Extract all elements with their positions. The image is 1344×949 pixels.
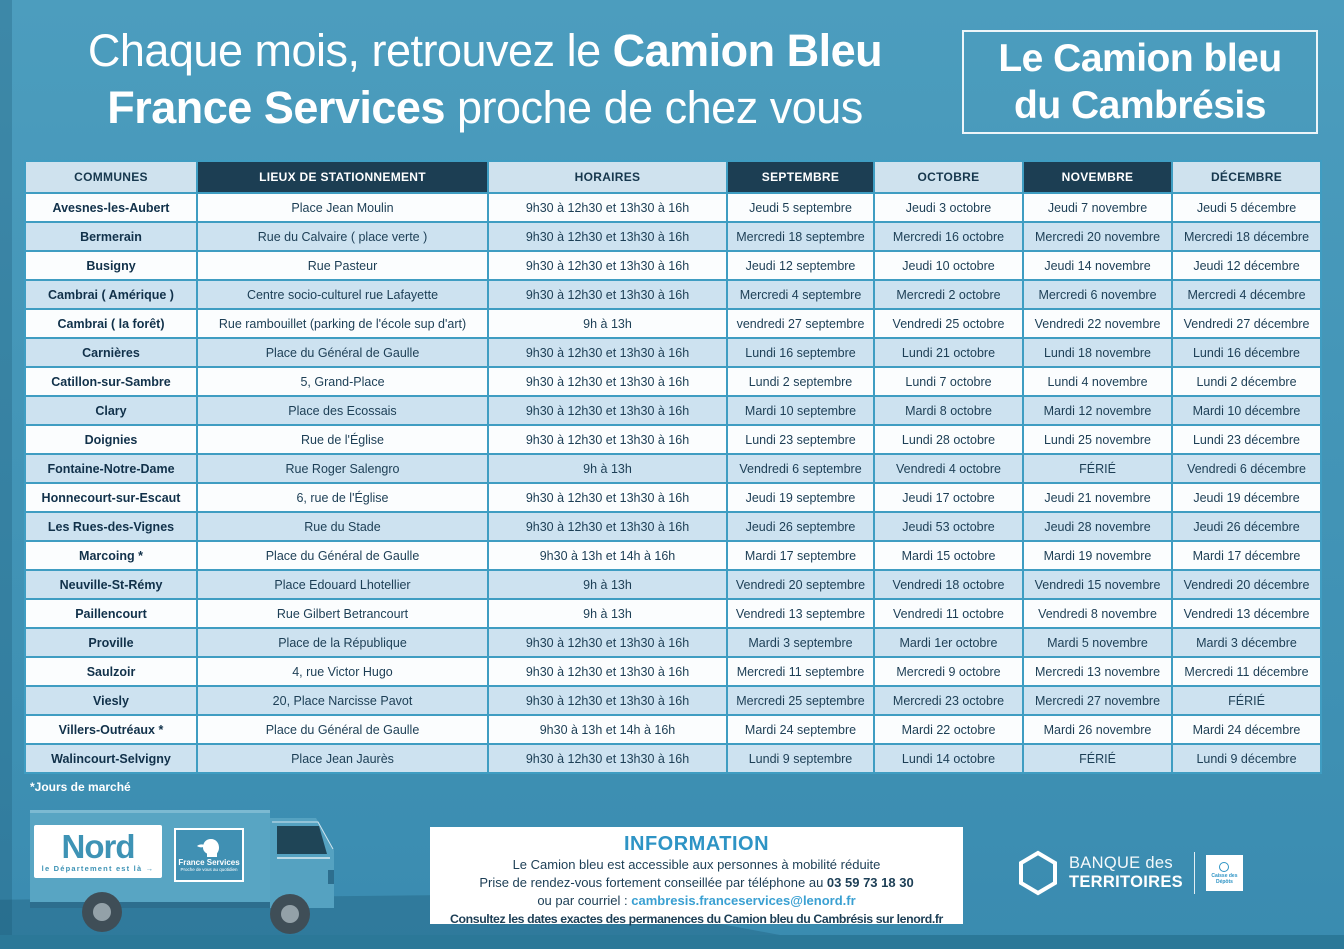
nord-logo-word: Nord xyxy=(61,827,135,865)
date-cell: Vendredi 13 décembre xyxy=(1172,599,1321,628)
table-row xyxy=(25,628,1321,657)
hours-cell: 9h à 13h xyxy=(488,599,727,628)
date-cell: Mardi 19 novembre xyxy=(1023,541,1172,570)
column-header: COMMUNES xyxy=(25,161,197,193)
date-cell: Jeudi 28 novembre xyxy=(1023,512,1172,541)
location-cell: Rue Roger Salengro xyxy=(197,454,488,483)
date-cell: vendredi 27 septembre xyxy=(727,309,874,338)
marianne-icon xyxy=(196,838,222,858)
info-accessibility-line: Le Camion bleu est accessible aux personnes à mobilité réduite xyxy=(512,857,881,872)
date-cell: Mercredi 27 novembre xyxy=(1023,686,1172,715)
badge-line1: Le Camion bleu xyxy=(998,37,1282,80)
location-cell: 6, rue de l'Église xyxy=(197,483,488,512)
table-row xyxy=(25,715,1321,744)
date-cell: Jeudi 53 octobre xyxy=(874,512,1023,541)
commune-cell: Proville xyxy=(25,628,197,657)
hours-cell: 9h30 à 13h et 14h à 16h xyxy=(488,715,727,744)
column-header: OCTOBRE xyxy=(874,161,1023,193)
table-row xyxy=(25,744,1321,773)
commune-cell: Fontaine-Notre-Dame xyxy=(25,454,197,483)
date-cell: Lundi 23 décembre xyxy=(1172,425,1321,454)
table-header-row xyxy=(25,161,1321,193)
title-line1-bold: Camion Bleu xyxy=(612,25,883,76)
date-cell: Mardi 22 octobre xyxy=(874,715,1023,744)
date-cell: Vendredi 4 octobre xyxy=(874,454,1023,483)
schedule-body xyxy=(25,193,1321,773)
table-row xyxy=(25,599,1321,628)
date-cell: Lundi 21 octobre xyxy=(874,338,1023,367)
title-line1-regular: Chaque mois, retrouvez le xyxy=(87,25,613,76)
hours-cell: 9h30 à 12h30 et 13h30 à 16h xyxy=(488,512,727,541)
location-cell: Place Jean Jaurès xyxy=(197,744,488,773)
commune-cell: Saulzoir xyxy=(25,657,197,686)
banque-des-territoires-label xyxy=(1069,854,1183,892)
date-cell: Lundi 9 septembre xyxy=(727,744,874,773)
table-row xyxy=(25,686,1321,715)
date-cell: Lundi 2 décembre xyxy=(1172,367,1321,396)
date-cell: Mardi 10 septembre xyxy=(727,396,874,425)
hours-cell: 9h30 à 12h30 et 13h30 à 16h xyxy=(488,744,727,773)
date-cell: Mardi 17 décembre xyxy=(1172,541,1321,570)
date-cell: Jeudi 26 décembre xyxy=(1172,512,1321,541)
table-row xyxy=(25,367,1321,396)
date-cell: Mardi 15 octobre xyxy=(874,541,1023,570)
commune-cell: Les Rues-des-Vignes xyxy=(25,512,197,541)
caisse-des-depots-emblem-icon xyxy=(1218,861,1230,873)
commune-cell: Paillencourt xyxy=(25,599,197,628)
hours-cell: 9h30 à 12h30 et 13h30 à 16h xyxy=(488,657,727,686)
location-cell: Rue rambouillet (parking de l'école sup d'art) xyxy=(197,309,488,338)
title-line2-bold: France Services xyxy=(107,82,445,133)
table-row xyxy=(25,657,1321,686)
hours-cell: 9h30 à 12h30 et 13h30 à 16h xyxy=(488,280,727,309)
commune-cell: Clary xyxy=(25,396,197,425)
location-cell: 20, Place Narcisse Pavot xyxy=(197,686,488,715)
commune-cell: Walincourt-Selvigny xyxy=(25,744,197,773)
location-cell: Rue Pasteur xyxy=(197,251,488,280)
bdt-line1: BANQUE des xyxy=(1069,854,1173,872)
market-days-footnote: *Jours de marché xyxy=(30,780,131,794)
location-cell: 4, rue Victor Hugo xyxy=(197,657,488,686)
date-cell: Jeudi 19 septembre xyxy=(727,483,874,512)
date-cell: Mercredi 6 novembre xyxy=(1023,280,1172,309)
badge-line2: du Cambrésis xyxy=(1014,84,1266,127)
location-cell: Place des Ecossais xyxy=(197,396,488,425)
date-cell: Mercredi 20 novembre xyxy=(1023,222,1172,251)
scan-edge-strip xyxy=(0,0,12,949)
hours-cell: 9h30 à 13h et 14h à 16h xyxy=(488,541,727,570)
table-row xyxy=(25,338,1321,367)
commune-cell: Cambrai ( Amérique ) xyxy=(25,280,197,309)
commune-cell: Cambrai ( la forêt) xyxy=(25,309,197,338)
date-cell: Mardi 12 novembre xyxy=(1023,396,1172,425)
caisse-des-depots-logo xyxy=(1206,855,1243,891)
date-cell: Mercredi 11 septembre xyxy=(727,657,874,686)
date-cell: Mercredi 16 octobre xyxy=(874,222,1023,251)
date-cell: Vendredi 13 septembre xyxy=(727,599,874,628)
date-cell: Vendredi 20 septembre xyxy=(727,570,874,599)
date-cell: Mercredi 18 décembre xyxy=(1172,222,1321,251)
date-cell: Mercredi 4 décembre xyxy=(1172,280,1321,309)
date-cell: Mardi 10 décembre xyxy=(1172,396,1321,425)
email-address: cambresis.franceservices@lenord.fr xyxy=(631,893,856,908)
location-cell: Rue de l'Église xyxy=(197,425,488,454)
date-cell: Jeudi 17 octobre xyxy=(874,483,1023,512)
table-row xyxy=(25,541,1321,570)
date-cell: Jeudi 26 septembre xyxy=(727,512,874,541)
date-cell: Vendredi 18 octobre xyxy=(874,570,1023,599)
date-cell: Mardi 3 décembre xyxy=(1172,628,1321,657)
info-phone-text: Prise de rendez-vous fortement conseillée par téléphone au xyxy=(479,875,827,890)
date-cell: Lundi 23 septembre xyxy=(727,425,874,454)
hours-cell: 9h30 à 12h30 et 13h30 à 16h xyxy=(488,193,727,222)
commune-cell: Busigny xyxy=(25,251,197,280)
hours-cell: 9h30 à 12h30 et 13h30 à 16h xyxy=(488,686,727,715)
info-website-text: Consultez les dates exactes des permanences du Camion bleu du Cambrésis sur xyxy=(450,912,897,926)
table-row xyxy=(25,454,1321,483)
commune-cell: Avesnes-les-Aubert xyxy=(25,193,197,222)
column-header: LIEUX DE STATIONNEMENT xyxy=(197,161,488,193)
website-address: lenord.fr xyxy=(896,912,943,926)
france-services-logo xyxy=(174,828,244,882)
date-cell: Lundi 4 novembre xyxy=(1023,367,1172,396)
location-cell: Place du Général de Gaulle xyxy=(197,338,488,367)
date-cell: Jeudi 3 octobre xyxy=(874,193,1023,222)
phone-number: 03 59 73 18 30 xyxy=(826,875,914,890)
information-title: INFORMATION xyxy=(623,833,770,855)
commune-cell: Honnecourt-sur-Escaut xyxy=(25,483,197,512)
france-services-label: France Services xyxy=(178,857,240,867)
table-row xyxy=(25,512,1321,541)
date-cell: Mercredi 2 octobre xyxy=(874,280,1023,309)
bdt-line2: TERRITOIRES xyxy=(1069,873,1183,891)
commune-cell: Catillon-sur-Sambre xyxy=(25,367,197,396)
hours-cell: 9h30 à 12h30 et 13h30 à 16h xyxy=(488,222,727,251)
date-cell: Vendredi 22 novembre xyxy=(1023,309,1172,338)
hours-cell: 9h30 à 12h30 et 13h30 à 16h xyxy=(488,338,727,367)
banque-des-territoires-logo xyxy=(1018,850,1243,896)
date-cell: Mardi 3 septembre xyxy=(727,628,874,657)
date-cell: Vendredi 8 novembre xyxy=(1023,599,1172,628)
date-cell: Lundi 28 octobre xyxy=(874,425,1023,454)
location-cell: Rue Gilbert Betrancourt xyxy=(197,599,488,628)
date-cell: Jeudi 5 septembre xyxy=(727,193,874,222)
table-row xyxy=(25,309,1321,338)
date-cell: Mardi 17 septembre xyxy=(727,541,874,570)
date-cell: Mercredi 13 novembre xyxy=(1023,657,1172,686)
date-cell: FÉRIÉ xyxy=(1023,744,1172,773)
date-cell: Vendredi 27 décembre xyxy=(1172,309,1321,338)
date-cell: Vendredi 6 décembre xyxy=(1172,454,1321,483)
column-header: HORAIRES xyxy=(488,161,727,193)
date-cell: Mardi 8 octobre xyxy=(874,396,1023,425)
location-cell: Place du Général de Gaulle xyxy=(197,541,488,570)
table-row xyxy=(25,280,1321,309)
date-cell: Mercredi 9 octobre xyxy=(874,657,1023,686)
page-title xyxy=(26,22,944,136)
table-row xyxy=(25,222,1321,251)
date-cell: Mercredi 4 septembre xyxy=(727,280,874,309)
date-cell: Jeudi 14 novembre xyxy=(1023,251,1172,280)
date-cell: Mardi 24 décembre xyxy=(1172,715,1321,744)
commune-cell: Marcoing * xyxy=(25,541,197,570)
date-cell: Vendredi 11 octobre xyxy=(874,599,1023,628)
date-cell: Mercredi 23 octobre xyxy=(874,686,1023,715)
location-cell: Place du Général de Gaulle xyxy=(197,715,488,744)
logo-divider xyxy=(1194,852,1195,894)
column-header: DÉCEMBRE xyxy=(1172,161,1321,193)
camion-bleu-badge xyxy=(962,30,1318,134)
date-cell: Vendredi 20 décembre xyxy=(1172,570,1321,599)
date-cell: Lundi 2 septembre xyxy=(727,367,874,396)
commune-cell: Viesly xyxy=(25,686,197,715)
hours-cell: 9h à 13h xyxy=(488,570,727,599)
caisse-des-depots-label: Caisse des Dépôts xyxy=(1211,873,1238,885)
title-line2-regular: proche de chez vous xyxy=(444,82,863,133)
commune-cell: Carnières xyxy=(25,338,197,367)
commune-cell: Villers-Outréaux * xyxy=(25,715,197,744)
schedule-section xyxy=(24,160,1322,774)
hexagon-icon xyxy=(1018,850,1058,896)
location-cell: Place de la République xyxy=(197,628,488,657)
date-cell: Jeudi 12 septembre xyxy=(727,251,874,280)
location-cell: Place Edouard Lhotellier xyxy=(197,570,488,599)
date-cell: Mercredi 25 septembre xyxy=(727,686,874,715)
location-cell: Centre socio-culturel rue Lafayette xyxy=(197,280,488,309)
date-cell: FÉRIÉ xyxy=(1023,454,1172,483)
info-email-line xyxy=(430,892,963,910)
date-cell: Vendredi 25 octobre xyxy=(874,309,1023,338)
hours-cell: 9h30 à 12h30 et 13h30 à 16h xyxy=(488,396,727,425)
date-cell: Lundi 9 décembre xyxy=(1172,744,1321,773)
date-cell: Jeudi 10 octobre xyxy=(874,251,1023,280)
date-cell: Jeudi 19 décembre xyxy=(1172,483,1321,512)
date-cell: Mardi 26 novembre xyxy=(1023,715,1172,744)
truck-illustration xyxy=(22,792,372,942)
location-cell: Place Jean Moulin xyxy=(197,193,488,222)
commune-cell: Bermerain xyxy=(25,222,197,251)
table-row xyxy=(25,193,1321,222)
info-phone-line xyxy=(430,874,963,892)
date-cell: Mercredi 18 septembre xyxy=(727,222,874,251)
date-cell: Lundi 16 septembre xyxy=(727,338,874,367)
location-cell: Rue du Stade xyxy=(197,512,488,541)
nord-department-logo xyxy=(34,825,162,878)
date-cell: FÉRIÉ xyxy=(1172,686,1321,715)
column-header: NOVEMBRE xyxy=(1023,161,1172,193)
date-cell: Mardi 5 novembre xyxy=(1023,628,1172,657)
location-cell: Rue du Calvaire ( place verte ) xyxy=(197,222,488,251)
hours-cell: 9h à 13h xyxy=(488,454,727,483)
date-cell: Lundi 14 octobre xyxy=(874,744,1023,773)
nord-logo-tagline: le Département est là → xyxy=(41,863,155,873)
hours-cell: 9h30 à 12h30 et 13h30 à 16h xyxy=(488,628,727,657)
info-email-text: ou par courriel : xyxy=(537,893,632,908)
date-cell: Lundi 18 novembre xyxy=(1023,338,1172,367)
hours-cell: 9h30 à 12h30 et 13h30 à 16h xyxy=(488,483,727,512)
hours-cell: 9h à 13h xyxy=(488,309,727,338)
info-website-line xyxy=(430,910,963,928)
table-row xyxy=(25,570,1321,599)
table-row xyxy=(25,251,1321,280)
date-cell: Mardi 24 septembre xyxy=(727,715,874,744)
commune-cell: Doignies xyxy=(25,425,197,454)
date-cell: Lundi 16 décembre xyxy=(1172,338,1321,367)
date-cell: Jeudi 12 décembre xyxy=(1172,251,1321,280)
date-cell: Vendredi 6 septembre xyxy=(727,454,874,483)
table-row xyxy=(25,483,1321,512)
schedule-table xyxy=(24,160,1322,774)
column-header: SEPTEMBRE xyxy=(727,161,874,193)
hours-cell: 9h30 à 12h30 et 13h30 à 16h xyxy=(488,425,727,454)
location-cell: 5, Grand-Place xyxy=(197,367,488,396)
information-box xyxy=(430,827,963,924)
date-cell: Lundi 7 octobre xyxy=(874,367,1023,396)
date-cell: Vendredi 15 novembre xyxy=(1023,570,1172,599)
date-cell: Mercredi 11 décembre xyxy=(1172,657,1321,686)
date-cell: Jeudi 21 novembre xyxy=(1023,483,1172,512)
table-row xyxy=(25,425,1321,454)
date-cell: Lundi 25 novembre xyxy=(1023,425,1172,454)
date-cell: Jeudi 7 novembre xyxy=(1023,193,1172,222)
hours-cell: 9h30 à 12h30 et 13h30 à 16h xyxy=(488,367,727,396)
commune-cell: Neuville-St-Rémy xyxy=(25,570,197,599)
table-row xyxy=(25,396,1321,425)
date-cell: Jeudi 5 décembre xyxy=(1172,193,1321,222)
france-services-tagline: Proche de vous au quotidien xyxy=(180,866,238,872)
date-cell: Mardi 1er octobre xyxy=(874,628,1023,657)
hours-cell: 9h30 à 12h30 et 13h30 à 16h xyxy=(488,251,727,280)
